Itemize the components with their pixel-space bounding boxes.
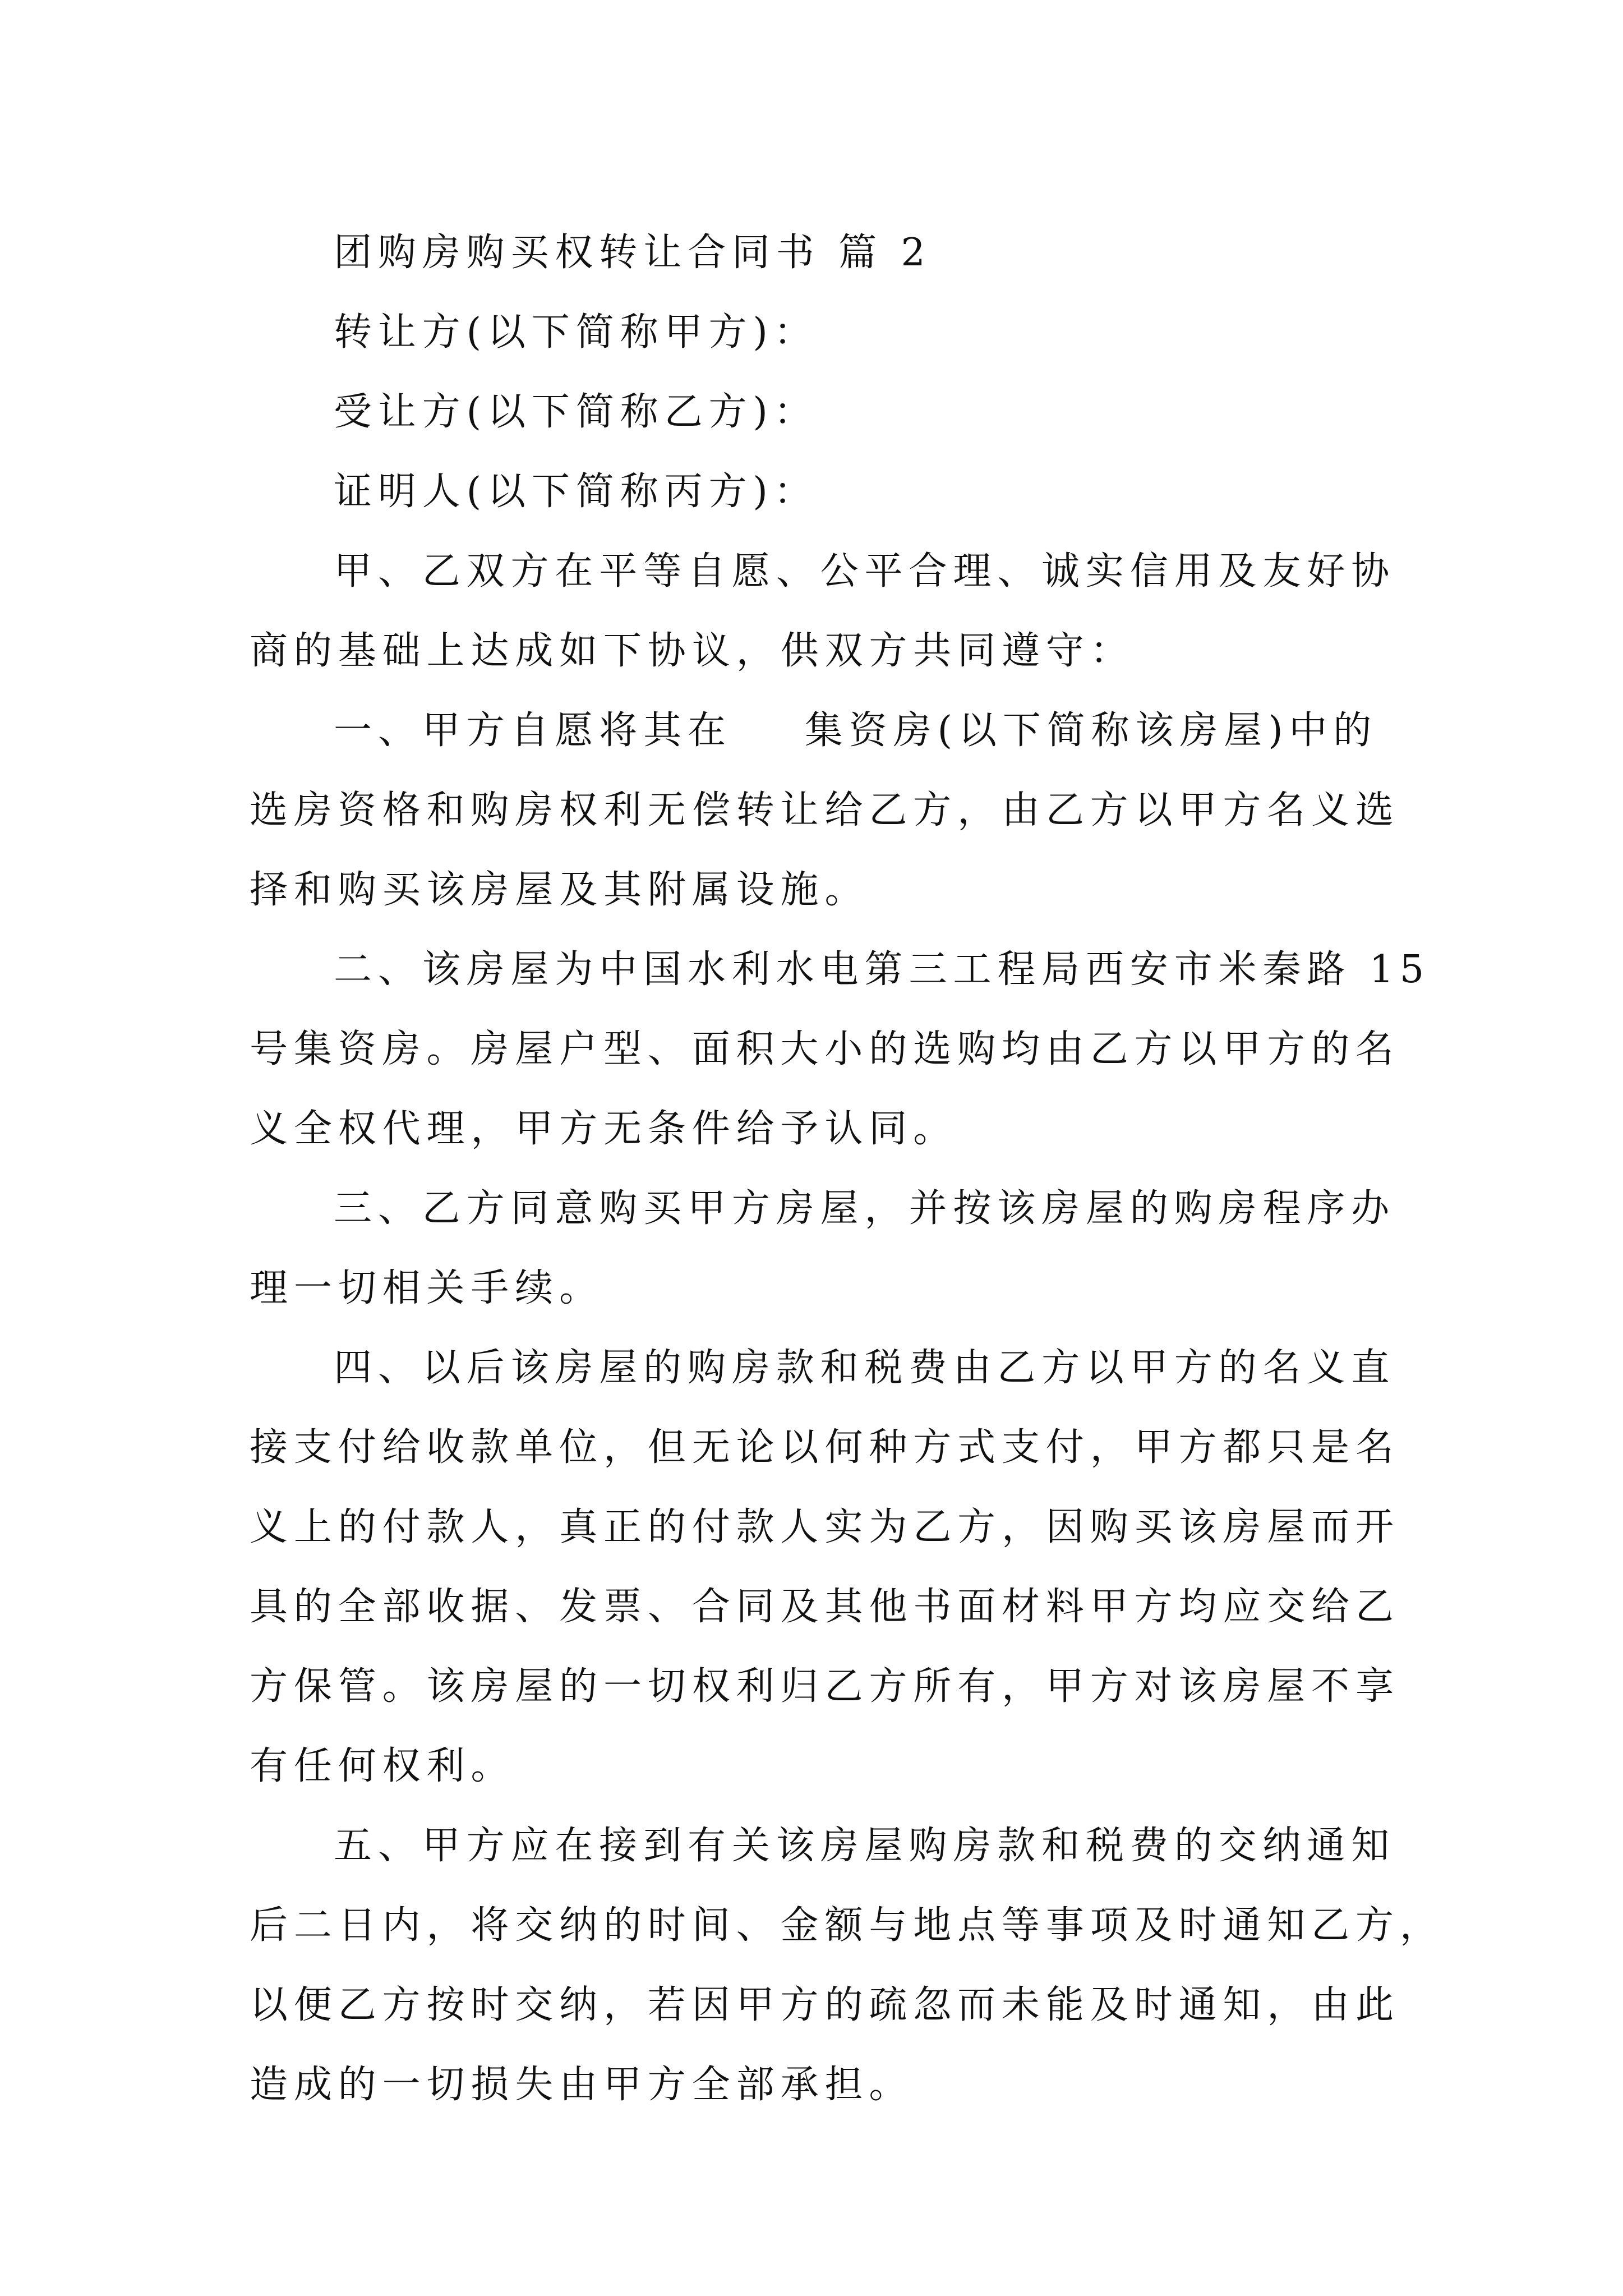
paragraph-line: 接支付给收款单位，但无论以何种方式支付，甲方都只是名 [250, 1425, 1400, 1470]
paragraph-line: 方保管。该房屋的一切权利归乙方所有，甲方对该房屋不享 [250, 1664, 1400, 1709]
paragraph-line: 甲、乙双方在平等自愿、公平合理、诚实信用及友好协 [334, 549, 1396, 593]
paragraph-line: 义全权代理，甲方无条件给予认同。 [250, 1107, 958, 1151]
paragraph-line: 选房资格和购房权利无偿转让给乙方，由乙方以甲方名义选 [250, 788, 1400, 832]
clause-5 [250, 1806, 1444, 2125]
transferor-line: 转让方(以下简称甲方)： [334, 310, 818, 355]
paragraph-line: 择和购买该房屋及其附属设施。 [250, 868, 869, 912]
paragraph-line: 四、以后该房屋的购房款和税费由乙方以甲方的名义直 [334, 1346, 1396, 1390]
paragraph-line: 商的基础上达成如下协议，供双方共同遵守： [250, 629, 1135, 673]
paragraph-line: 义上的付款人，真正的付款人实为乙方，因购买该房屋而开 [250, 1505, 1400, 1549]
paragraph-intro [250, 532, 1396, 691]
paragraph-line: 具的全部收据、发票、合同及其他书面材料甲方均应交给乙 [250, 1585, 1400, 1629]
paragraph-line: 三、乙方同意购买甲方房屋，并按该房屋的购房程序办 [334, 1186, 1396, 1231]
clause-1 [250, 691, 1400, 930]
transferee-line: 受让方(以下简称乙方)： [334, 390, 818, 434]
paragraph-line: 一、甲方自愿将其在 集资房(以下简称该房屋)中的 [334, 708, 1378, 753]
paragraph-line: 号集资房。房屋户型、面积大小的选购均由乙方以甲方的名 [250, 1027, 1400, 1071]
paragraph-line: 造成的一切损失由甲方全部承担。 [250, 2063, 914, 2107]
paragraph-line: 二、该房屋为中国水利水电第三工程局西安市米秦路 15 [334, 947, 1431, 992]
paragraph-line: 有任何权利。 [250, 1744, 515, 1788]
clause-3 [250, 1169, 1396, 1328]
clause-2 [250, 930, 1431, 1169]
document-title: 团购房购买权转让合同书 篇 2 [334, 231, 932, 275]
paragraph-line: 五、甲方应在接到有关该房屋购房款和税费的交纳通知 [334, 1824, 1396, 1868]
paragraph-line: 以便乙方按时交纳，若因甲方的疏忽而未能及时通知，由此 [250, 1983, 1400, 2027]
paragraph-line: 理一切相关手续。 [250, 1266, 604, 1310]
clause-4 [250, 1328, 1400, 1806]
document-body [250, 213, 1444, 2125]
paragraph-line: 后二日内，将交纳的时间、金额与地点等事项及时通知乙方， [250, 1903, 1444, 1948]
witness-line: 证明人(以下简称丙方)： [334, 470, 818, 514]
